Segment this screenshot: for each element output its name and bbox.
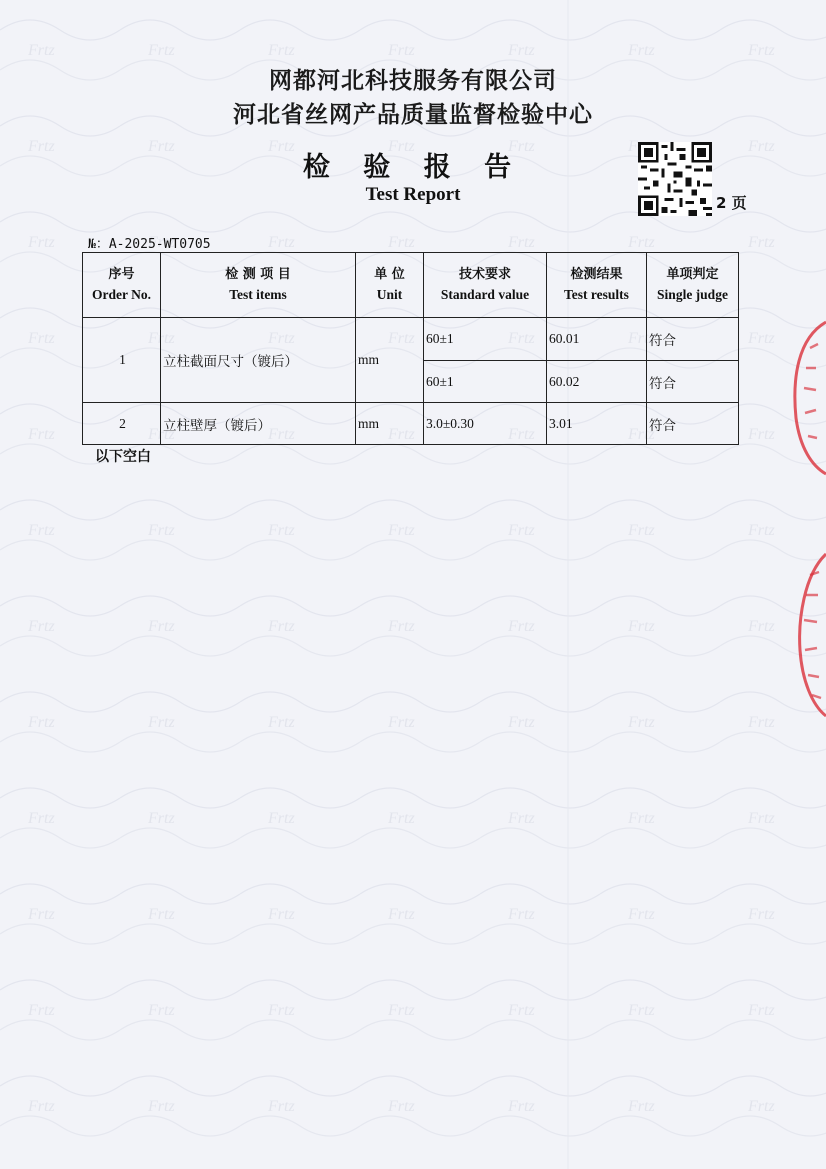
test-item-cell: 立柱壁厚（镀后） (161, 403, 356, 445)
header-standard-value: 技术要求 Standard value (424, 253, 547, 318)
table-row (83, 403, 739, 445)
report-title-english: Test Report (365, 184, 461, 205)
judgement-cell: 符合 (647, 318, 739, 361)
organization-name: 网都河北科技服务有限公司 (269, 68, 557, 94)
inspection-center-name: 河北省丝网产品质量监督检验中心 (233, 102, 593, 128)
remainder-blank-note: 以下空白 (95, 449, 151, 465)
judgement-cell: 符合 (647, 403, 739, 445)
standard-value-cell: 60±1 (424, 361, 547, 403)
header-test-results: 检测结果 Test results (547, 253, 647, 318)
header-unit: 单 位 Unit (356, 253, 424, 318)
unit-cell: mm (356, 403, 424, 445)
report-title-chinese: 检 验 报 告 (302, 152, 524, 183)
standard-value-cell: 60±1 (424, 318, 547, 361)
qr-code-icon (638, 142, 712, 216)
unit-cell: mm (356, 318, 424, 403)
report-number: №：A-2025-WT0705 (88, 237, 211, 252)
test-result-cell: 60.01 (547, 318, 647, 361)
test-item-cell: 立柱截面尺寸（镀后） (161, 318, 356, 403)
inspection-seal-stamp (796, 550, 826, 720)
official-seal-stamp (788, 318, 826, 478)
standard-value-cell: 3.0±0.30 (424, 403, 547, 445)
test-result-cell: 60.02 (547, 361, 647, 403)
order-number-cell: 1 (83, 318, 161, 403)
test-results-table (82, 252, 739, 445)
header-single-judge: 单项判定 Single judge (647, 253, 739, 318)
judgement-cell: 符合 (647, 361, 739, 403)
page-number-label: 2 页 (716, 194, 747, 212)
header-order-no: 序号 Order No. (83, 253, 161, 318)
order-number-cell: 2 (83, 403, 161, 445)
header-test-items: 检 测 项 目 Test items (161, 253, 356, 318)
table-row (83, 318, 739, 361)
table-header-row (83, 253, 739, 318)
test-result-cell: 3.01 (547, 403, 647, 445)
